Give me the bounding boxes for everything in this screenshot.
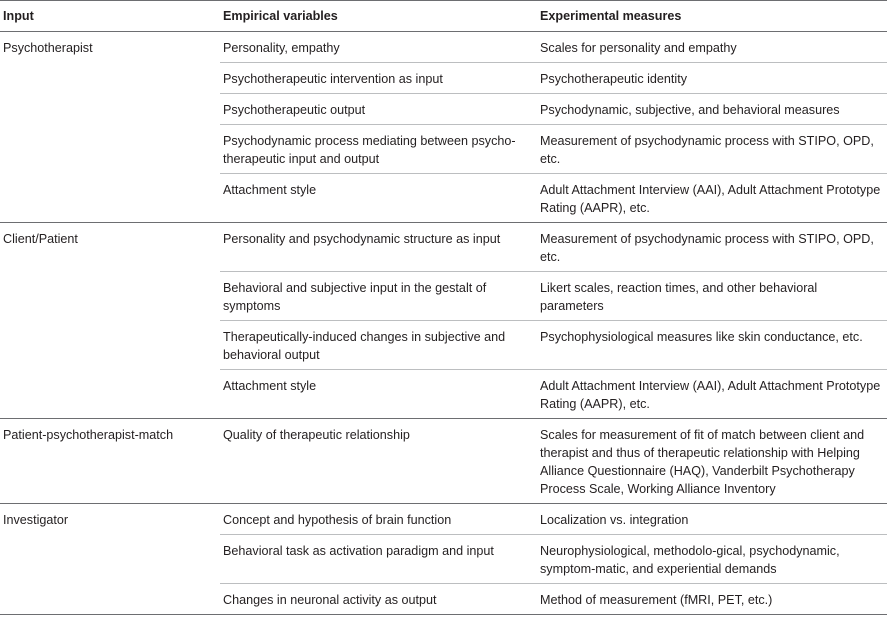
cell-measure: Localization vs. integration <box>537 504 887 535</box>
cell-variable: Attachment style <box>220 370 537 419</box>
cell-input <box>0 321 220 370</box>
table-row <box>0 584 887 615</box>
table-row <box>0 504 887 535</box>
header-experimental-measures: Experimental measures <box>537 1 887 32</box>
table-row <box>0 321 887 370</box>
table-row <box>0 63 887 94</box>
cell-measure: Measurement of psychodynamic process with STIPO, OPD, etc. <box>537 223 887 272</box>
table-row <box>0 370 887 419</box>
cell-measure: Psychodynamic, subjective, and behavioral measures <box>537 94 887 125</box>
cell-measure: Likert scales, reaction times, and other behavioral parameters <box>537 272 887 321</box>
cell-measure: Adult Attachment Interview (AAI), Adult Attachment Prototype Rating (AAPR), etc. <box>537 174 887 223</box>
table-row <box>0 223 887 272</box>
cell-input <box>0 584 220 615</box>
cell-variable: Behavioral task as activation paradigm and input <box>220 535 537 584</box>
cell-variable: Concept and hypothesis of brain function <box>220 504 537 535</box>
cell-measure: Scales for personality and empathy <box>540 41 737 55</box>
cell-input <box>0 272 220 321</box>
cell-input <box>0 94 220 125</box>
cell-measure: Measurement of psychodynamic process with STIPO, OPD, etc. <box>537 125 887 174</box>
cell-measure: Method of measurement (fMRI, PET, etc.) <box>537 584 887 615</box>
header-input: Input <box>0 1 220 32</box>
table-row <box>0 419 887 504</box>
cell-variable: Personality and psychodynamic structure as input <box>220 223 537 272</box>
cell-variable: Personality, empathy <box>223 41 340 55</box>
table-row <box>0 94 887 125</box>
cell-measure: Scales for measurement of fit of match between client and therapist and thus of therapeutic relationship with Helping Alliance Questionnaire (HAQ), Vanderbilt Psychotherapy Process Scale, Working Alliance Inventory <box>537 419 887 504</box>
cell-variable: Changes in neuronal activity as output <box>220 584 537 615</box>
cell-input: Investigator <box>0 504 220 535</box>
table-row <box>0 174 887 223</box>
cell-input <box>0 125 220 174</box>
table-row <box>0 125 887 174</box>
cell-measure: Psychophysiological measures like skin conductance, etc. <box>537 321 887 370</box>
table-row <box>0 535 887 584</box>
cell-variable: Psychotherapeutic intervention as input <box>220 63 537 94</box>
table-row <box>0 32 887 63</box>
cell-measure: Neurophysiological, methodolo-gical, psychodynamic, symptom-matic, and experiential demands <box>537 535 887 584</box>
cell-variable: Psychotherapeutic output <box>220 94 537 125</box>
cell-measure: Adult Attachment Interview (AAI), Adult Attachment Prototype Rating (AAPR), etc. <box>537 370 887 419</box>
cell-variable: Psychodynamic process mediating between psycho-therapeutic input and output <box>220 125 537 174</box>
cell-input <box>0 535 220 584</box>
cell-input: Psychotherapist <box>3 41 93 55</box>
cell-measure: Psychotherapeutic identity <box>537 63 887 94</box>
cell-input <box>0 174 220 223</box>
cell-input <box>0 63 220 94</box>
header-row <box>0 1 887 32</box>
cell-variable: Attachment style <box>220 174 537 223</box>
cell-input: Client/Patient <box>0 223 220 272</box>
cell-input <box>0 370 220 419</box>
header-empirical-variables: Empirical variables <box>220 1 537 32</box>
cell-input: Patient-psychotherapist-match <box>0 419 220 504</box>
cell-variable: Quality of therapeutic relationship <box>220 419 537 504</box>
table-row <box>0 272 887 321</box>
cell-variable: Behavioral and subjective input in the gestalt of symptoms <box>220 272 537 321</box>
cell-variable: Therapeutically-induced changes in subjective and behavioral output <box>220 321 537 370</box>
